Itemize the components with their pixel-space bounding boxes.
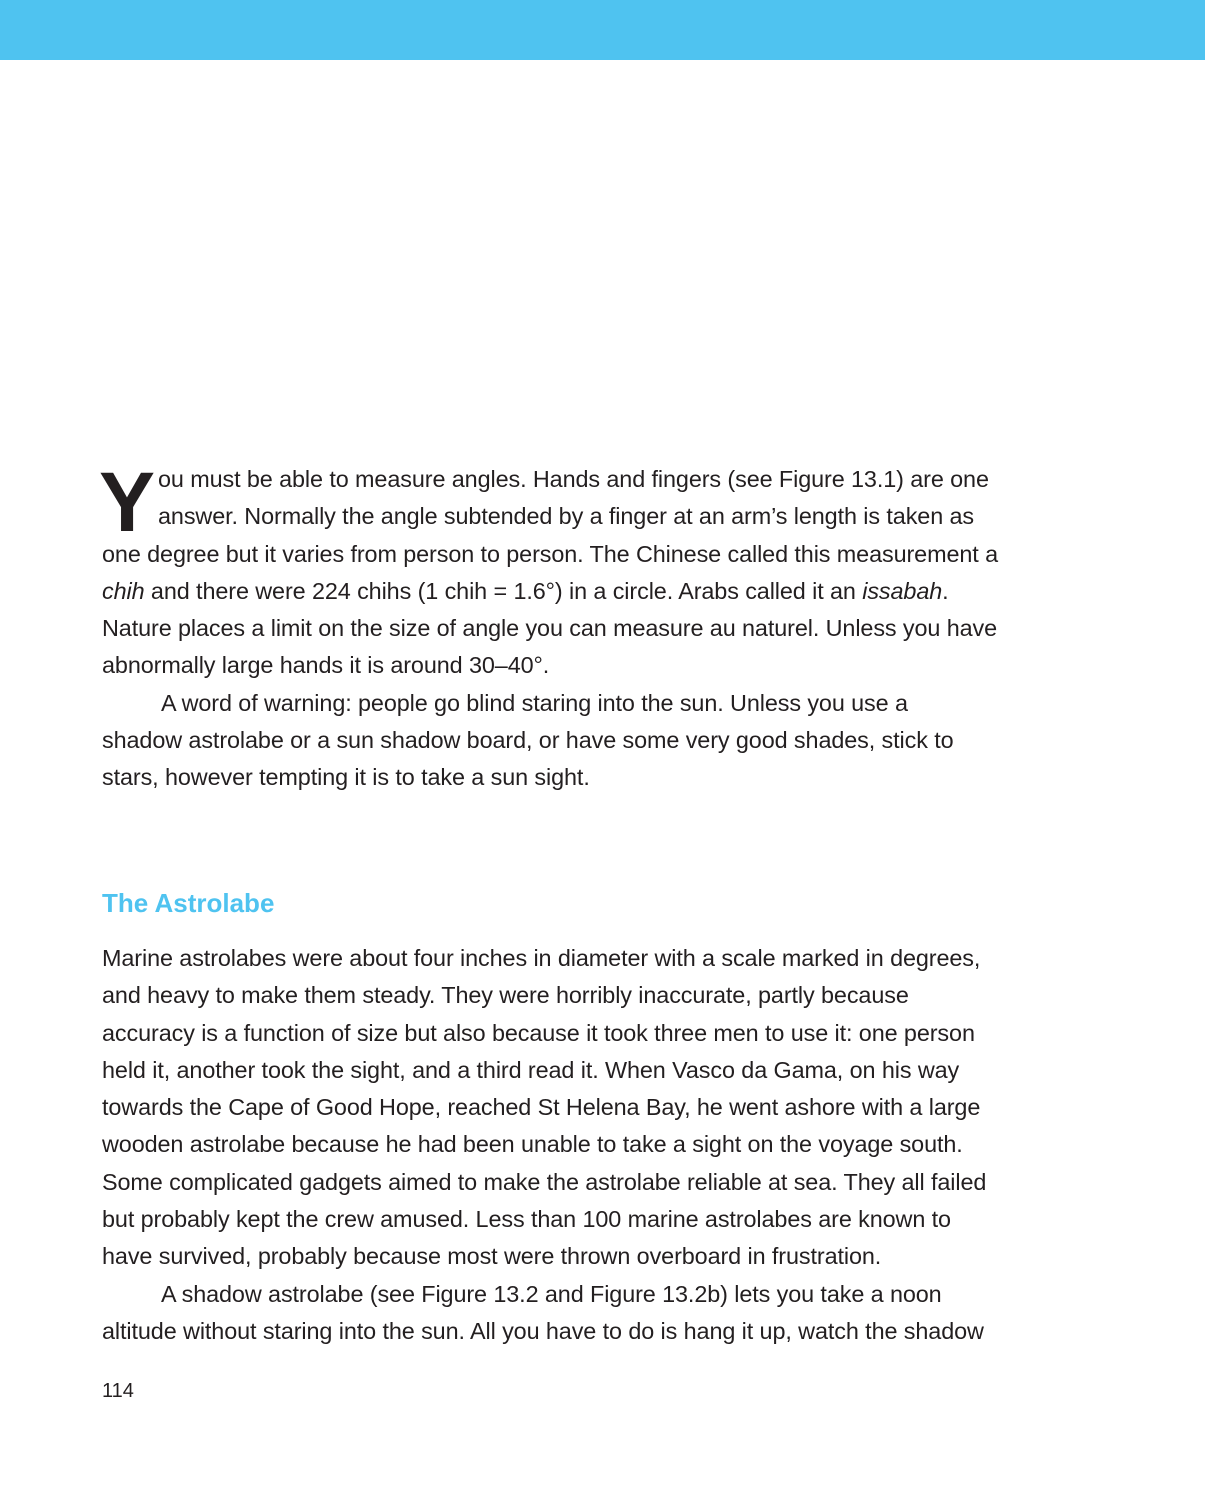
paragraph-line: have survived, probably because most were thrown overboard in frustration.	[102, 1243, 882, 1270]
page-number: 114	[102, 1380, 134, 1402]
astrolabe-paragraph	[102, 940, 1048, 1350]
paragraph-line: accuracy is a function of size but also because it took three men to use it: one person	[102, 1019, 975, 1046]
header-color-band	[0, 0, 1205, 60]
intro-paragraph	[102, 461, 1048, 797]
drop-cap: Y	[99, 455, 156, 549]
paragraph-line: one degree but it varies from person to person. The Chinese called this measurement a	[102, 540, 999, 567]
section-heading: The Astrolabe	[102, 888, 275, 918]
paragraph-line: and heavy to make them steady. They were horribly inaccurate, partly because	[102, 982, 909, 1009]
paragraph-line: abnormally large hands it is around 30–40°.	[102, 652, 550, 679]
paragraph-line: towards the Cape of Good Hope, reached St Helena Bay, he went ashore with a large	[102, 1094, 981, 1121]
paragraph-line: stars, however tempting it is to take a sun sight.	[102, 764, 590, 791]
chih-line-end: .	[942, 577, 949, 604]
paragraph-line: shadow astrolabe or a sun shadow board, or have some very good shades, stick to	[102, 727, 954, 754]
paragraph-line: held it, another took the sight, and a third read it. When Vasco da Gama, on his way	[102, 1056, 960, 1083]
paragraph-line: A shadow astrolabe (see Figure 13.2 and Figure 13.2b) lets you take a noon	[161, 1280, 942, 1307]
paragraph-line: but probably kept the crew amused. Less than 100 marine astrolabes are known to	[102, 1206, 951, 1233]
paragraph-line: ou must be able to measure angles. Hands and fingers (see Figure 13.1) are one	[158, 466, 989, 492]
chih-line-text: and there were 224 chihs (1 chih = 1.6°) in a circle. Arabs called it an	[144, 577, 863, 604]
paragraph-line: altitude without staring into the sun. All you have to do is hang it up, watch the shadow	[102, 1317, 984, 1344]
chih-term: chih	[102, 577, 145, 604]
paragraph-line: wooden astrolabe because he had been unable to take a sight on the voyage south.	[102, 1131, 963, 1158]
paragraph-line: answer. Normally the angle subtended by a finger at an arm’s length is taken as	[158, 503, 975, 530]
paragraph-line: A word of warning: people go blind staring into the sun. Unless you use a	[161, 689, 908, 716]
issabah-term: issabah	[862, 577, 943, 604]
paragraph-line: Marine astrolabes were about four inches in diameter with a scale marked in degrees,	[102, 945, 981, 971]
paragraph-line: Nature places a limit on the size of angle you can measure au naturel. Unless you have	[102, 615, 998, 642]
paragraph-line	[102, 573, 1048, 610]
paragraph-line: Some complicated gadgets aimed to make the astrolabe reliable at sea. They all failed	[102, 1168, 987, 1195]
